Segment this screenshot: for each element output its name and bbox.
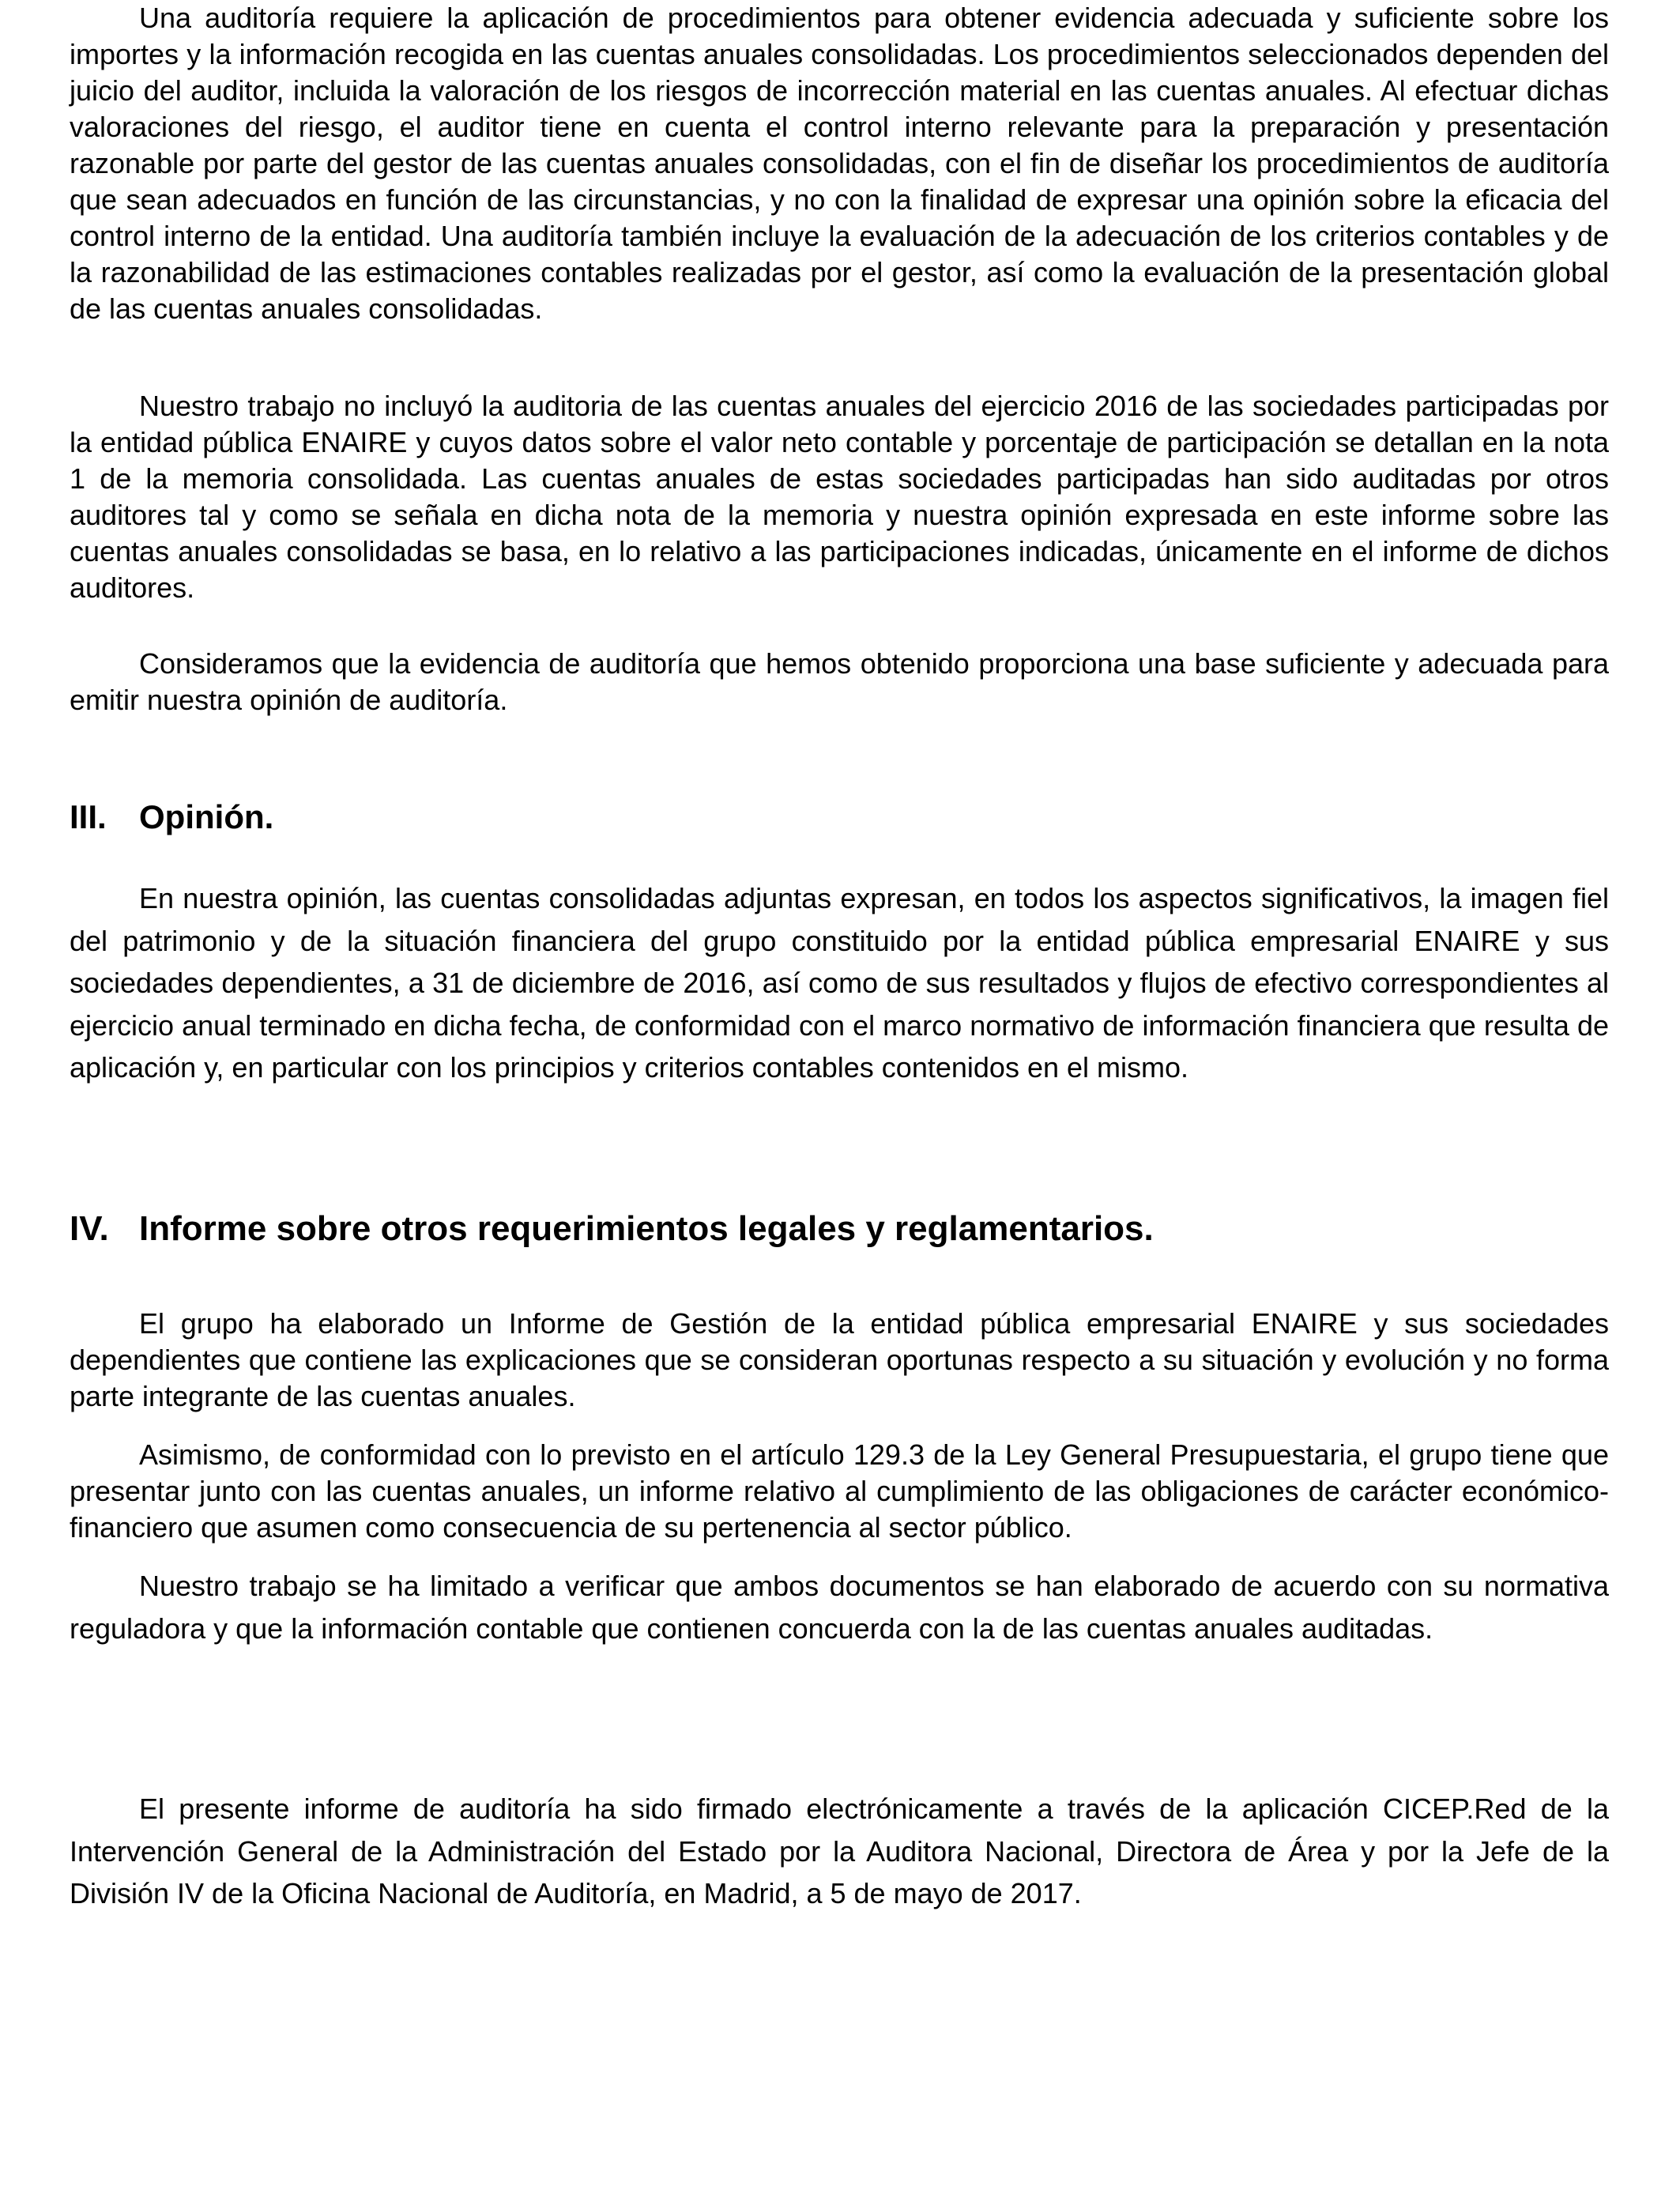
paragraph-electronic-signature: El presente informe de auditoría ha sido firmado electrónicamente a través de la aplicación CICEP.Red de la Intervención General de la Administración del Estado por la Auditora Nacional, Directora de Área y por la Jefe de la División IV de la Oficina Nacional de Auditoría, en Madrid, a 5 de mayo de 2017.	[70, 1793, 1609, 1909]
section-number: IV.	[70, 1209, 109, 1248]
section-number: III.	[70, 798, 107, 835]
section-title: Opinión.	[139, 798, 274, 835]
paragraph-scope-limitation: Nuestro trabajo no incluyó la auditoria de las cuentas anuales del ejercicio 2016 de las sociedades participadas por la entidad pública ENAIRE y cuyos datos sobre el valor neto contable y porcentaje de participación se detallan en la nota 1 de la memoria consolidada. Las cuentas anuales de estas sociedades participadas han sido auditadas por otros auditores tal y como se señala en dicha nota de la memoria y nuestra opinión expresada en este informe sobre las cuentas anuales consolidadas se basa, en lo relativo a las participaciones indicadas, únicamente en el informe de dichos auditores.	[70, 390, 1609, 604]
paragraph-audit-procedures: Una auditoría requiere la aplicación de procedimientos para obtener evidencia adecuada y suficiente sobre los importes y la información recogida en las cuentas anuales consolidadas. Los procedimientos seleccionados dependen del juicio del auditor, incluida la valoración de los riesgos de incorrección material en las cuentas anuales. Al efectuar dichas valoraciones del riesgo, el auditor tiene en cuenta el control interno relevante para la preparación y presentación razonable por parte del gestor de las cuentas anuales consolidadas, con el fin de diseñar los procedimientos de auditoría que sean adecuados en función de las circunstancias, y no con la finalidad de expresar una opinión sobre la eficacia del control interno de la entidad. Una auditoría también incluye la evaluación de la adecuación de los criterios contables y de la razonabilidad de las estimaciones contables realizadas por el gestor, así como la evaluación de la presentación global de las cuentas anuales consolidadas.	[70, 2, 1609, 325]
paragraph-verification-scope: Nuestro trabajo se ha limitado a verificar que ambos documentos se han elaborado de acuerdo con su normativa reguladora y que la información contable que contienen concuerda con la de las cuentas anuales auditadas.	[70, 1570, 1609, 1645]
section-heading-opinion	[70, 798, 273, 836]
paragraph-evidence-basis: Consideramos que la evidencia de auditoría que hemos obtenido proporciona una base suficiente y adecuada para emitir nuestra opinión de auditoría.	[70, 647, 1609, 716]
paragraph-public-sector-report: Asimismo, de conformidad con lo previsto en el artículo 129.3 de la Ley General Presupuestaria, el grupo tiene que presentar junto con las cuentas anuales, un informe relativo al cumplimiento de las obligaciones de carácter económico-financiero que asumen como consecuencia de su pertenencia al sector público.	[70, 1438, 1609, 1544]
paragraph-management-report: El grupo ha elaborado un Informe de Gestión de la entidad pública empresarial ENAIRE y sus sociedades dependientes que contiene las explicaciones que se consideran oportunas respecto a su situación y evolución y no forma parte integrante de las cuentas anuales.	[70, 1307, 1609, 1412]
paragraph-opinion: En nuestra opinión, las cuentas consolidadas adjuntas expresan, en todos los aspectos significativos, la imagen fiel del patrimonio y de la situación financiera del grupo constituido por la entidad pública empresarial ENAIRE y sus sociedades dependientes, a 31 de diciembre de 2016, así como de sus resultados y flujos de efectivo correspondientes al ejercicio anual terminado en dicha fecha, de conformidad con el marco normativo de información financiera que resulta de aplicación y, en particular con los principios y criterios contables contenidos en el mismo.	[70, 882, 1609, 1084]
section-title: Informe sobre otros requerimientos legales y reglamentarios.	[139, 1209, 1154, 1248]
section-heading-legal-requirements	[70, 1209, 1154, 1249]
